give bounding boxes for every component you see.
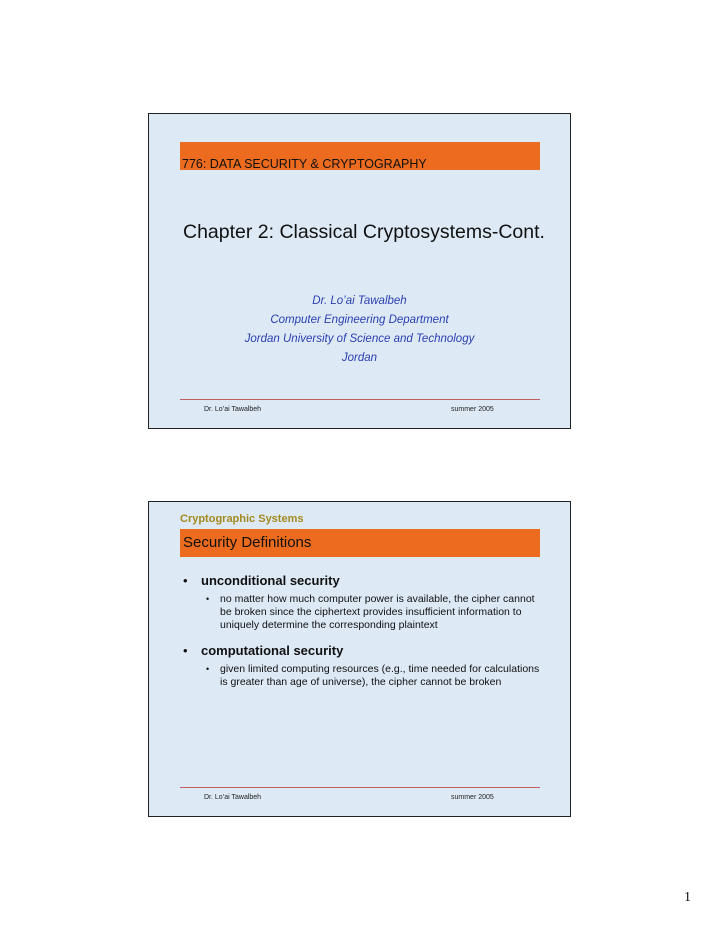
author-name: Dr. Lo’ai Tawalbeh [312,295,407,307]
bullet-title: unconditional security [201,573,340,588]
course-title-bar: 776: DATA SECURITY & CRYPTOGRAPHY [180,142,540,170]
author-country: Jordan [341,352,378,364]
footer-divider [180,399,540,400]
sub-bullet-dot-icon: • [206,664,210,674]
footer-author: Dr. Lo’ai Tawalbeh [204,406,262,413]
page-number: 1 [684,890,691,905]
author-block [149,292,570,368]
bullet-title: computational security [201,643,344,658]
bullet-item [183,573,543,588]
bullet-item [183,643,543,658]
slide-title: Chapter 2: Classical Cryptosystems-Cont. [183,221,545,243]
sub-bullet-item [206,593,543,632]
bullet-dot-icon: • [183,643,188,658]
footer-term: summer 2005 [451,406,494,413]
slide-2 [148,501,571,817]
bullet-list [183,573,543,689]
sub-bullet-item [206,663,543,689]
section-label: Cryptographic Systems [180,513,304,525]
author-university: Jordan University of Science and Technology [244,333,475,345]
footer-term: summer 2005 [451,794,494,801]
bullet-detail: given limited computing resources (e.g., time needed for calculations is greater than age of universe), the cipher cannot be broken [220,663,540,688]
footer-divider [180,787,540,788]
sub-bullet-dot-icon: • [206,594,210,604]
bullet-dot-icon: • [183,573,188,588]
author-department: Computer Engineering Department [270,314,449,326]
footer-author: Dr. Lo’ai Tawalbeh [204,794,262,801]
slide-1 [148,113,571,429]
slide-heading: Security Definitions [180,529,540,557]
bullet-detail: no matter how much computer power is available, the cipher cannot be broken since the ciphertext provides insufficient information to uniquely determine the corresponding plaintext [220,593,535,631]
